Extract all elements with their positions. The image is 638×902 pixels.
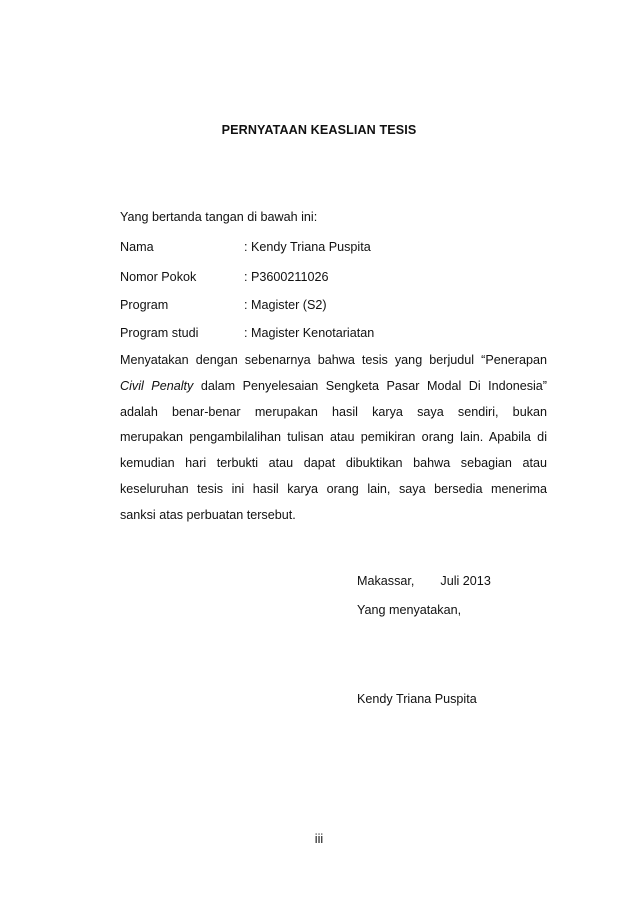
field-value: : P3600211026 [244, 270, 329, 284]
statement-paragraph [120, 348, 547, 529]
signature-place-date [357, 574, 491, 588]
statement-text: dalam Penyelesaian Sengketa Pasar Modal Di Indonesia” [193, 378, 547, 393]
statement-line: Menyatakan dengan sebenarnya bahwa tesis yang berjudul “Penerapan [120, 353, 547, 367]
statement-line: adalah benar-benar merupakan hasil karya saya sendiri, bukan [120, 404, 547, 419]
field-label: Nomor Pokok [120, 270, 197, 284]
field-label: Nama [120, 240, 154, 254]
field-value: : Magister Kenotariatan [244, 326, 375, 340]
statement-line: merupakan pengambilalihan tulisan atau pemikiran orang lain. Apabila di [120, 430, 547, 445]
statement-line: kemudian hari terbukti atau dapat dibuktikan bahwa sebagian atau [120, 456, 547, 471]
field-value: : Magister (S2) [244, 298, 327, 312]
statement-italic-term: Civil Penalty [120, 378, 194, 393]
field-label: Program [120, 298, 169, 312]
field-label: Program studi [120, 326, 199, 340]
page-title: PERNYATAAN KEASLIAN TESIS [221, 123, 417, 137]
page-number: iii [314, 832, 324, 846]
intro-text: Yang bertanda tangan di bawah ini: [120, 210, 318, 224]
signature-date: Juli 2013 [440, 574, 491, 588]
statement-line: sanksi atas perbuatan tersebut. [120, 507, 296, 522]
field-value: : Kendy Triana Puspita [244, 240, 371, 254]
signature-declarant: Yang menyatakan, [357, 603, 462, 617]
statement-line [120, 374, 547, 400]
statement-line: keseluruhan tesis ini hasil karya orang lain, saya bersedia menerima [120, 481, 547, 496]
signature-name: Kendy Triana Puspita [357, 692, 477, 706]
signature-place: Makassar, [357, 574, 415, 588]
